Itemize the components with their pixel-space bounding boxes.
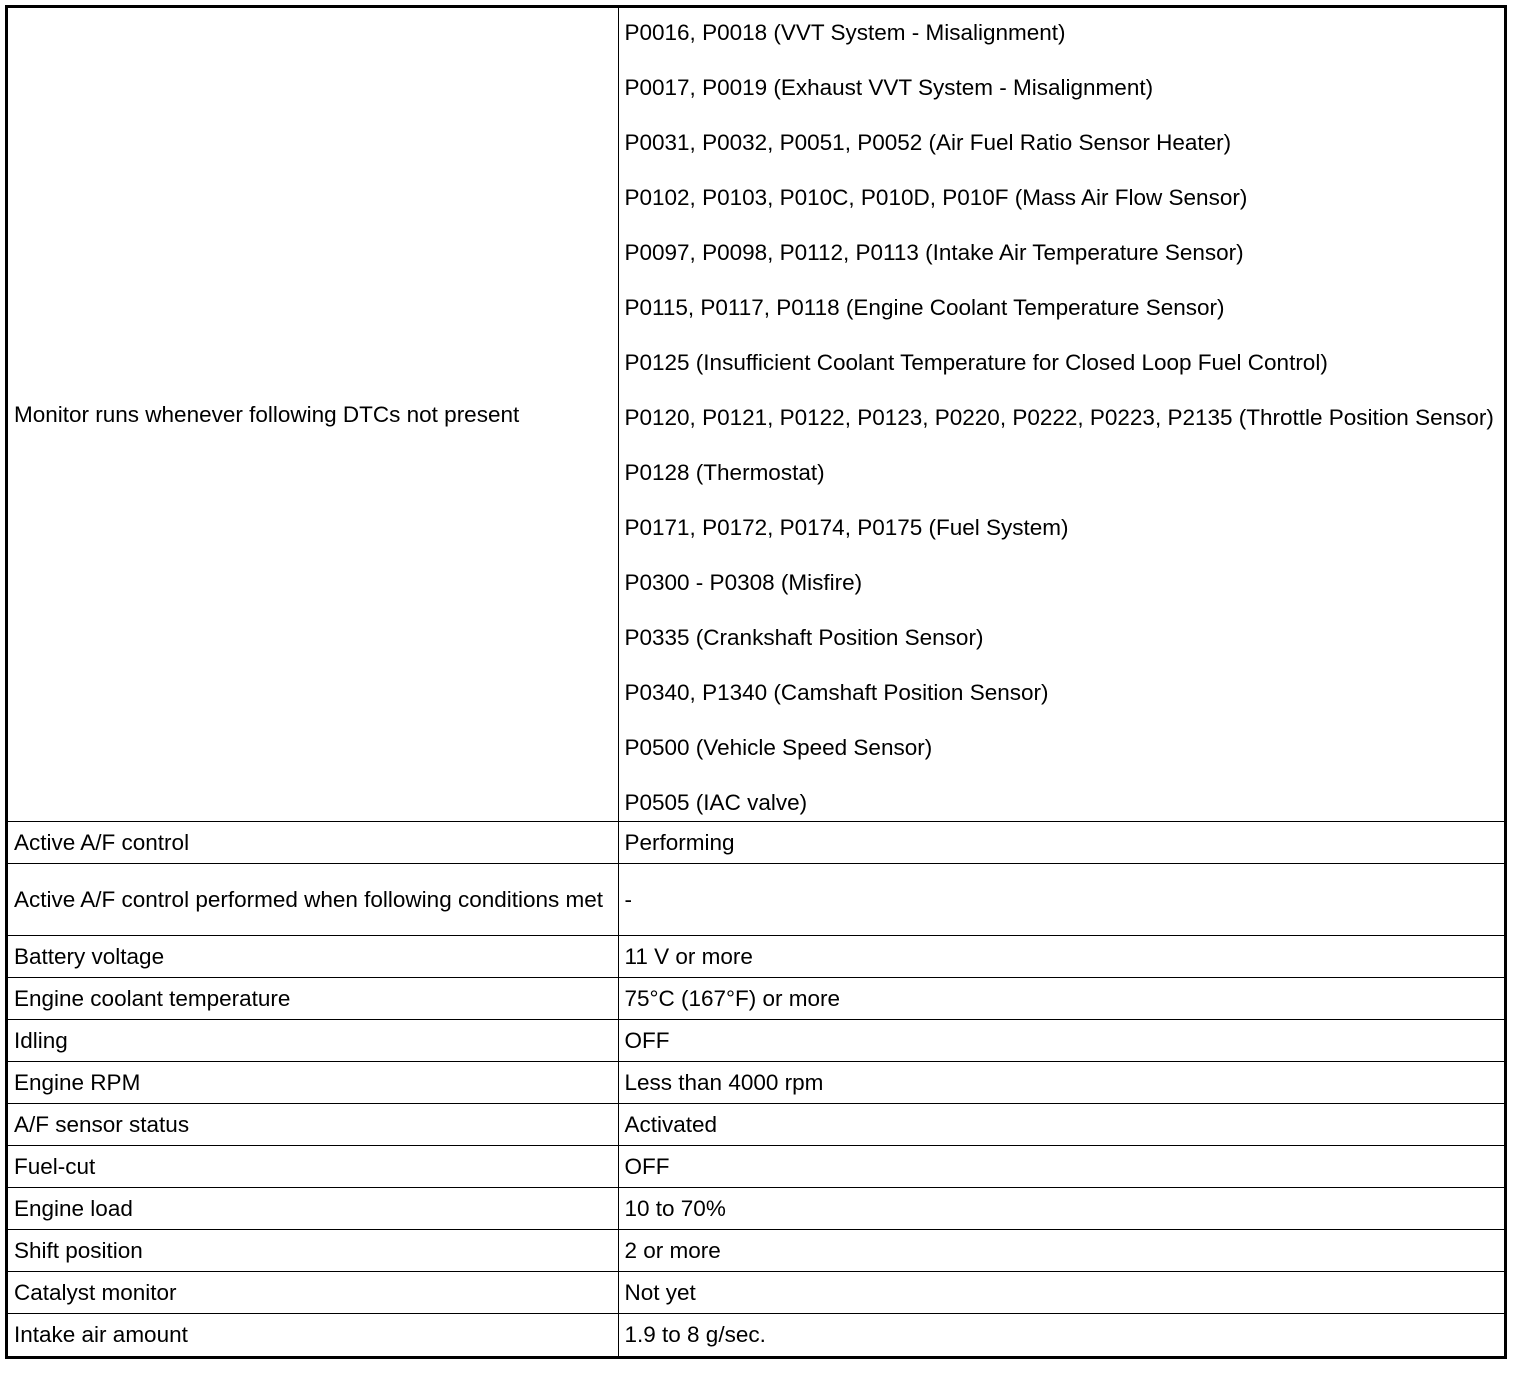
condition-label: Active A/F control bbox=[8, 822, 618, 864]
table-row-monitor-dtcs bbox=[8, 8, 1504, 822]
dtc-list-cell bbox=[618, 8, 1504, 822]
condition-label: Intake air amount bbox=[8, 1314, 618, 1356]
condition-value: Less than 4000 rpm bbox=[618, 1062, 1504, 1104]
condition-label: Catalyst monitor bbox=[8, 1272, 618, 1314]
dtc-item: P0017, P0019 (Exhaust VVT System - Misalignment) bbox=[624, 75, 1154, 100]
table-row bbox=[8, 1062, 1504, 1104]
condition-value: 11 V or more bbox=[618, 936, 1504, 978]
dtc-item: P0128 (Thermostat) bbox=[624, 460, 825, 485]
monitor-label-cell: Monitor runs whenever following DTCs not present bbox=[8, 8, 618, 822]
condition-value: 75°C (167°F) or more bbox=[618, 978, 1504, 1020]
condition-label: Shift position bbox=[8, 1230, 618, 1272]
table-row bbox=[8, 1188, 1504, 1230]
condition-label: Idling bbox=[8, 1020, 618, 1062]
condition-value: OFF bbox=[618, 1020, 1504, 1062]
condition-label: A/F sensor status bbox=[8, 1104, 618, 1146]
condition-label: Battery voltage bbox=[8, 936, 618, 978]
table-row bbox=[8, 1104, 1504, 1146]
table-row bbox=[8, 1146, 1504, 1188]
condition-value: 2 or more bbox=[618, 1230, 1504, 1272]
table-row bbox=[8, 1230, 1504, 1272]
dtc-item: P0102, P0103, P010C, P010D, P010F (Mass Air Flow Sensor) bbox=[624, 185, 1248, 210]
dtc-item: P0125 (Insufficient Coolant Temperature for Closed Loop Fuel Control) bbox=[624, 350, 1328, 375]
dtc-item: P0500 (Vehicle Speed Sensor) bbox=[624, 735, 933, 760]
table-row bbox=[8, 1020, 1504, 1062]
dtc-item: P0300 - P0308 (Misfire) bbox=[624, 570, 863, 595]
dtc-item: P0115, P0117, P0118 (Engine Coolant Temperature Sensor) bbox=[624, 295, 1225, 320]
dtc-item: P0335 (Crankshaft Position Sensor) bbox=[624, 625, 984, 650]
table-row bbox=[8, 1272, 1504, 1314]
dtc-item: P0340, P1340 (Camshaft Position Sensor) bbox=[624, 680, 1049, 705]
condition-label: Active A/F control performed when following conditions met bbox=[8, 864, 618, 936]
condition-label: Engine coolant temperature bbox=[8, 978, 618, 1020]
table-row bbox=[8, 936, 1504, 978]
dtc-item: P0031, P0032, P0051, P0052 (Air Fuel Ratio Sensor Heater) bbox=[624, 130, 1232, 155]
dtc-item: P0097, P0098, P0112, P0113 (Intake Air Temperature Sensor) bbox=[624, 240, 1244, 265]
dtc-item: P0120, P0121, P0122, P0123, P0220, P0222, P0223, P2135 (Throttle Position Sensor) bbox=[624, 405, 1494, 430]
condition-label: Engine RPM bbox=[8, 1062, 618, 1104]
table-row bbox=[8, 864, 1504, 936]
conditions-table-frame bbox=[5, 5, 1507, 1359]
condition-value: Performing bbox=[618, 822, 1504, 864]
table-row bbox=[8, 978, 1504, 1020]
dtc-item: P0016, P0018 (VVT System - Misalignment) bbox=[624, 20, 1066, 45]
dtc-item: P0171, P0172, P0174, P0175 (Fuel System) bbox=[624, 515, 1069, 540]
condition-label: Engine load bbox=[8, 1188, 618, 1230]
condition-value: 1.9 to 8 g/sec. bbox=[618, 1314, 1504, 1356]
condition-value: - bbox=[618, 864, 1504, 936]
dtc-item: P0505 (IAC valve) bbox=[624, 790, 808, 815]
condition-label: Fuel-cut bbox=[8, 1146, 618, 1188]
conditions-table bbox=[8, 8, 1504, 1356]
condition-value: 10 to 70% bbox=[618, 1188, 1504, 1230]
table-row bbox=[8, 1314, 1504, 1356]
table-row bbox=[8, 822, 1504, 864]
condition-value: Not yet bbox=[618, 1272, 1504, 1314]
condition-value: OFF bbox=[618, 1146, 1504, 1188]
condition-value: Activated bbox=[618, 1104, 1504, 1146]
